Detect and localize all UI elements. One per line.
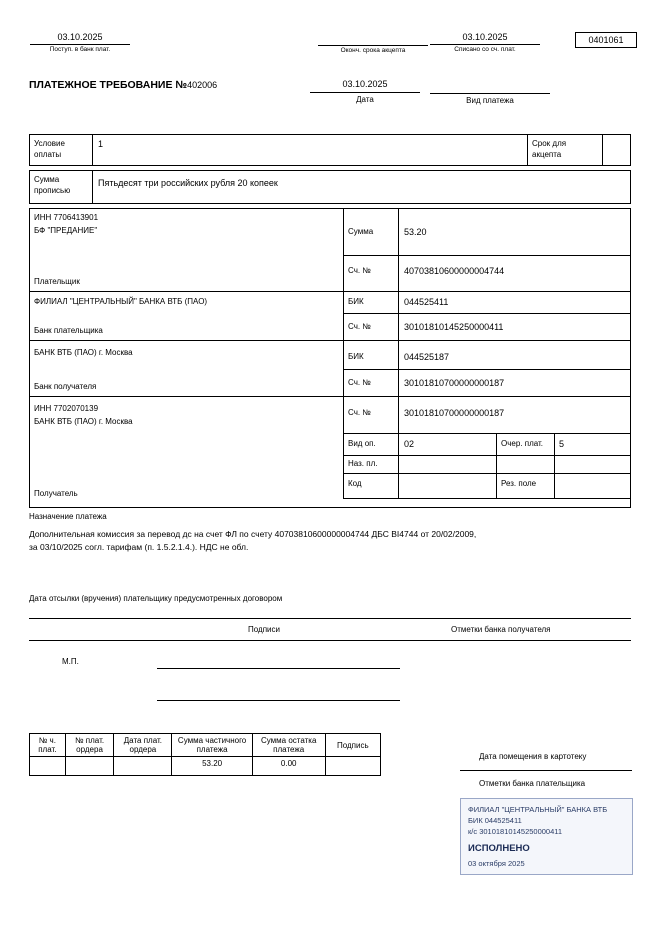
signature-line-1 (157, 668, 400, 669)
th-part-no (30, 734, 66, 757)
document-date-label: Дата (356, 95, 374, 104)
acceptance-term-label-line1: Срок для (532, 139, 567, 148)
payee-inn: ИНН 7702070139 (34, 404, 99, 413)
conditions-label-line2: оплаты (34, 150, 62, 159)
stamp-status: ИСПОЛНЕНО (468, 843, 530, 854)
hline-cardfile (460, 770, 632, 771)
writeoff-date-label: Списано со сч. плат. (454, 46, 516, 53)
amount-words-row (29, 170, 631, 204)
th-signature: Подпись (325, 734, 380, 757)
purpose-code-label: Наз. пл. (348, 459, 378, 468)
th-order-date (114, 734, 172, 757)
stamp-date: 03 октября 2025 (468, 859, 525, 868)
payer-account-label: Сч. № (348, 266, 371, 275)
stamp-bik: БИК 044525411 (468, 816, 522, 825)
conditions-value: 1 (98, 139, 104, 149)
hline-payer-bank (30, 340, 631, 341)
receipt-date-value: 03.10.2025 (57, 32, 103, 42)
conditions-label (34, 138, 65, 160)
acceptance-term-label-line2: акцепта (532, 150, 562, 159)
conditions-row (29, 134, 631, 166)
payer-inn: ИНН 7706413901 (34, 213, 99, 222)
reserve-label: Рез. поле (501, 479, 537, 488)
vline-queue (496, 433, 497, 499)
hline-op-kind (343, 455, 631, 456)
payer-bank-account-label: Сч. № (348, 322, 371, 331)
document-number-value: 402006 (187, 80, 218, 90)
code-label: Код (348, 479, 362, 488)
payee-account-value: 30101810700000000187 (404, 408, 505, 418)
signature-line-2 (157, 700, 400, 701)
hline-payee-bik (343, 369, 631, 370)
acceptance-deadline-label: Оконч. срока акцепта (340, 47, 406, 54)
th-order-no (65, 734, 114, 757)
purpose-text-line1: Дополнительная комиссия за перевод дс на счет ФЛ по счету 40703810600000004744 ДБС BI4744 от 20/02/2009, (29, 529, 477, 539)
amount-words-divider (92, 171, 93, 203)
queue-label: Очер. плат. (501, 439, 544, 448)
payee-account-label: Сч. № (348, 408, 371, 417)
cell-rest-amount: 0.00 (252, 757, 325, 776)
cell-signature (325, 757, 380, 776)
document-number-sign: № (175, 79, 188, 91)
payee-bank-bik-label: БИК (348, 352, 364, 361)
hline-payee-bank (30, 396, 631, 397)
payment-kind-value (430, 79, 550, 90)
table-header-row (30, 734, 381, 757)
acceptance-deadline-value (318, 32, 428, 43)
table-row (30, 757, 381, 776)
document-date-block (310, 79, 420, 104)
payee-label: Получатель (34, 489, 78, 498)
dispatch-date-label: Дата отсылки (вручения) плательщику предусмотренных договором (29, 594, 283, 603)
conditions-label-line1: Условие (34, 139, 65, 148)
document-title (29, 79, 217, 91)
payer-bank-marks-label: Отметки банка плательщика (479, 779, 586, 788)
payer-bank-name: ФИЛИАЛ "ЦЕНТРАЛЬНЫЙ" БАНКА ВТБ (ПАО) (34, 297, 208, 306)
th-partial-amount (172, 734, 252, 757)
conditions-divider-3 (602, 135, 603, 165)
payee-bank-account-value: 30101810700000000187 (404, 378, 505, 388)
receipt-date-underline (30, 43, 130, 45)
th-part-no-line2: плат. (38, 745, 57, 754)
th-partial-amount-line2: платежа (196, 745, 228, 754)
cardfile-date-label: Дата помещения в картотеку (479, 752, 587, 761)
conditions-divider-1 (92, 135, 93, 165)
vline-queue-value (554, 433, 555, 499)
stamp-corr-account: к/с 30101810145250000411 (468, 827, 563, 836)
cell-part-no (30, 757, 66, 776)
payer-label: Плательщик (34, 277, 80, 286)
hline-payee-account (343, 433, 631, 434)
document-date-underline (310, 91, 420, 93)
queue-value: 5 (559, 439, 565, 449)
purpose-label: Назначение платежа (29, 512, 107, 521)
payee-bank-marks-label: Отметки банка получателя (451, 625, 551, 634)
hline-signatures-top (29, 618, 631, 619)
writeoff-date-underline (430, 43, 540, 45)
op-kind-value: 02 (404, 439, 415, 449)
payment-kind-label: Вид платежа (466, 96, 514, 105)
cell-order-no (65, 757, 114, 776)
bank-execution-stamp (460, 798, 633, 875)
th-order-date-line1: Дата плат. (123, 736, 162, 745)
amount-words-label (34, 174, 70, 196)
hline-payer-bik (343, 313, 631, 314)
amount-words-label-line1: Сумма (34, 175, 60, 184)
th-part-no-line1: № ч. (38, 736, 56, 745)
receipt-date-block (30, 32, 130, 53)
hline-bottom-values (343, 498, 631, 499)
th-rest-amount-line1: Сумма остатка (260, 736, 317, 745)
payer-bank-label: Банк плательщика (34, 326, 103, 335)
form-code-box (575, 32, 637, 48)
stamp-bank-name: ФИЛИАЛ "ЦЕНТРАЛЬНЫЙ" БАНКА ВТБ (468, 805, 608, 814)
document-title-text: ПЛАТЕЖНОЕ ТРЕБОВАНИЕ (29, 79, 173, 91)
bank-details-block (29, 208, 631, 508)
payer-bank-bik-value: 044525411 (404, 297, 449, 307)
payer-name: БФ "ПРЕДАНИЕ" (34, 226, 98, 235)
payer-account-value: 40703810600000004744 (404, 266, 505, 276)
th-partial-amount-line1: Сумма частичного (177, 736, 247, 745)
acceptance-deadline-underline (318, 44, 428, 46)
payee-bank-label: Банк получателя (34, 382, 97, 391)
th-order-no-line1: № плат. (74, 736, 105, 745)
payment-kind-block (430, 79, 550, 105)
payee-bank-name: БАНК ВТБ (ПАО) г. Москва (34, 348, 133, 357)
th-order-no-line2: ордера (76, 745, 103, 754)
th-rest-amount-line2: платежа (273, 745, 305, 754)
amount-value: 53.20 (404, 227, 427, 237)
hline-amount (343, 255, 631, 256)
hline-payer (30, 291, 631, 292)
acceptance-term-label (532, 138, 566, 160)
cell-partial-amount: 53.20 (172, 757, 252, 776)
conditions-divider-2 (527, 135, 528, 165)
amount-words-value: Пятьдесят три российских рубля 20 копеек (98, 178, 278, 188)
payer-bank-account-value: 30101810145250000411 (404, 322, 504, 332)
amount-words-label-line2: прописью (34, 186, 71, 195)
signatures-label: Подписи (248, 625, 280, 634)
writeoff-date-block (430, 32, 540, 53)
th-rest-amount (252, 734, 325, 757)
cell-order-date (114, 757, 172, 776)
th-order-date-line2: ордера (129, 745, 157, 754)
receipt-date-label: Поступ. в банк плат. (49, 46, 111, 53)
stamp-place-label: М.П. (62, 657, 79, 666)
writeoff-date-value: 03.10.2025 (462, 32, 508, 42)
payee-name: БАНК ВТБ (ПАО) г. Москва (34, 417, 133, 426)
purpose-text (29, 528, 633, 554)
form-code-value: 0401061 (588, 35, 624, 45)
op-kind-label: Вид оп. (348, 439, 376, 448)
payment-kind-underline (430, 92, 550, 94)
payee-bank-bik-value: 044525187 (404, 352, 450, 362)
purpose-text-line2: за 03/10/2025 согл. тарифам (п. 1.5.2.1.4.). НДС не обл. (29, 542, 249, 552)
amount-label: Сумма (348, 227, 374, 236)
hline-signatures-bottom (29, 640, 631, 641)
acceptance-deadline-block (318, 32, 428, 54)
payer-bank-bik-label: БИК (348, 297, 364, 306)
payee-bank-account-label: Сч. № (348, 378, 371, 387)
document-date-value: 03.10.2025 (342, 79, 388, 89)
hline-reserve (496, 473, 631, 474)
partial-payments-table (29, 733, 381, 776)
